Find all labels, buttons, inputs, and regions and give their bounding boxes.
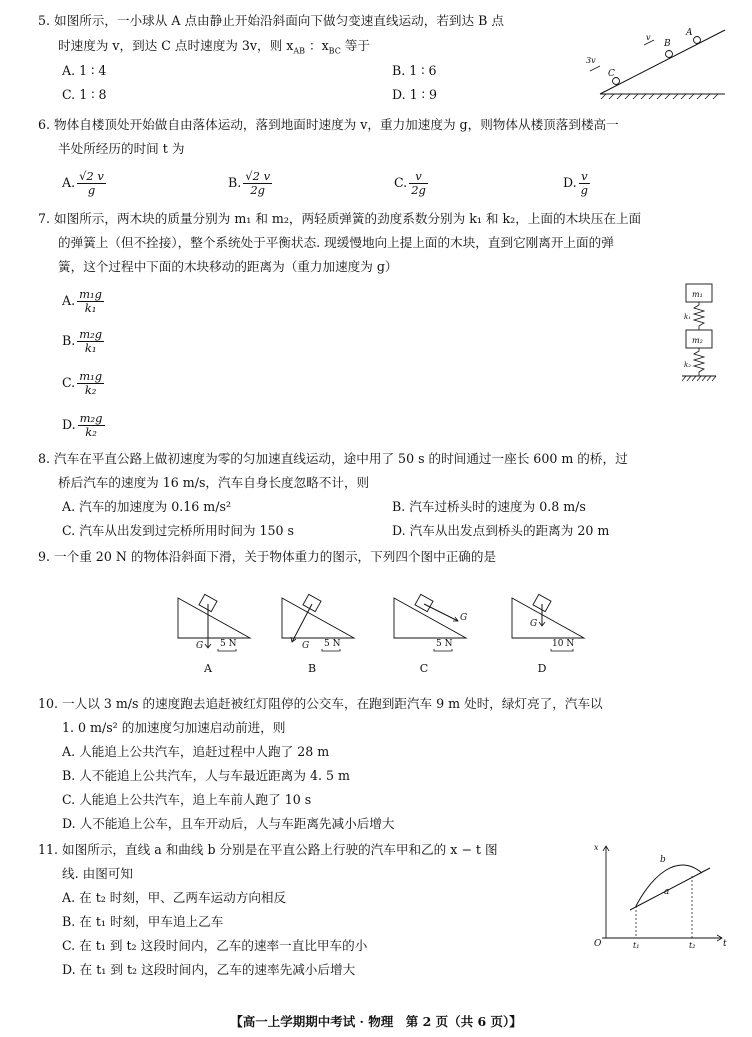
ball-a — [694, 37, 701, 44]
q5-line2: 时速度为 v，到达 C 点时速度为 3v，则 $x_{AB}$ ：$x_{BC}$ 等于 — [58, 38, 371, 56]
q11-option-a: A. 在 t₂ 时刻，甲、乙两车运动方向相反 — [62, 890, 287, 905]
svg-text:O: O — [594, 939, 602, 949]
q6-option-c: C. $\frac{v}{2g}$ — [394, 169, 426, 197]
ball-b — [666, 51, 673, 58]
page-footer: 【高一上学期期中考试 · 物理 第 2 页（共 6 页）】 — [230, 1014, 522, 1029]
q5-line1: 5. 如图所示，一小球从 A 点由静止开始沿斜面向下做匀变速直线运动，若到达 B 点 — [38, 13, 504, 28]
q8-option-a: A. 汽车的加速度为 0.16 m/s² — [62, 499, 232, 514]
svg-text:D: D — [537, 662, 547, 675]
q10-option-b: B. 人不能追上公共汽车，人与车最近距离为 4. 5 m — [62, 768, 350, 783]
q8-option-b: B. 汽车过桥头时的速度为 0.8 m/s — [392, 499, 586, 514]
line-a — [630, 868, 710, 910]
label-b: B — [664, 39, 671, 49]
q6-option-d: D. $\frac{v}{g}$ — [563, 169, 589, 197]
q7-option-b: B. $\frac{\text{m₂g}}{\text{k₁}}$ — [62, 327, 103, 355]
svg-text:t₁: t₁ — [633, 941, 640, 950]
q5-option-b: B. 1 ∶ 6 — [392, 63, 437, 78]
q11-line1: 11. 如图所示，直线 a 和曲线 b 分别是在平直公路上行驶的汽车甲和乙的 x − t 图 — [38, 842, 498, 857]
svg-text:b: b — [660, 855, 666, 865]
q10-option-c: C. 人能追上公共汽车，追上车前人跑了 10 s — [62, 792, 312, 807]
svg-text:a: a — [664, 887, 670, 897]
q11-option-d: D. 在 t₁ 到 t₂ 这段时间内，乙车的速率先减小后增大 — [62, 962, 356, 977]
q9-figure-d — [512, 594, 584, 675]
q5-option-a: A. 1 ∶ 4 — [62, 63, 107, 78]
svg-text:m₂: m₂ — [692, 336, 703, 345]
q11-option-c: C. 在 t₁ 到 t₂ 这段时间内，乙车的速率一直比甲车的小 — [62, 938, 368, 953]
q10-option-a: A. 人能追上公共汽车，追赶过程中人跑了 28 m — [62, 744, 330, 759]
q9-figures — [170, 590, 590, 680]
svg-text:x: x — [594, 843, 599, 852]
q8-option-c: C. 汽车从出发到过完桥所用时间为 150 s — [62, 523, 295, 538]
svg-text:G: G — [196, 641, 204, 651]
svg-text:k₂: k₂ — [684, 361, 692, 369]
q7-spring-figure — [680, 282, 720, 392]
q5-option-d: D. 1 ∶ 9 — [392, 87, 437, 102]
svg-text:B: B — [307, 662, 317, 675]
q11-xt-graph — [592, 840, 732, 950]
svg-text:C: C — [419, 662, 429, 675]
q6-option-b: B. $\frac{√2 v}{2g}$ — [228, 169, 271, 197]
q10-line2: 1. 0 m/s² 的加速度匀加速启动前进，则 — [62, 720, 286, 735]
q9-line1: 9. 一个重 20 N 的物体沿斜面下滑，关于物体重力的图示，下列四个图中正确的是 — [38, 549, 497, 564]
svg-text:G: G — [530, 619, 538, 629]
label-3v: 3v — [586, 56, 596, 65]
svg-text:A: A — [204, 662, 212, 675]
q8-option-d: D. 汽车从出发点到桥头的距离为 20 m — [392, 523, 610, 538]
svg-text:5 N: 5 N — [220, 639, 237, 649]
q6-option-a: A. $\frac{√2 v}{g}$ — [62, 169, 104, 197]
q5-incline-figure — [580, 18, 730, 103]
svg-text:t₂: t₂ — [689, 941, 696, 950]
label-a: A — [686, 28, 693, 38]
q8-line2: 桥后汽车的速度为 16 m/s，汽车自身长度忽略不计，则 — [58, 475, 370, 490]
q9-figure-c — [394, 594, 467, 675]
q7-line1: 7. 如图所示，两木块的质量分别为 m₁ 和 m₂，两轻质弹簧的劲度系数分别为 k₁ 和 k₂，上面的木块压在上面 — [38, 211, 642, 226]
q10-line1: 10. 一人以 3 m/s 的速度跑去追赶被红灯阻停的公交车，在跑到距汽车 9 m 处时，绿灯亮了，汽车以 — [38, 696, 603, 711]
q10-option-d: D. 人不能追上公车，且车开动后，人与车距离先减小后增大 — [62, 816, 395, 831]
label-c: C — [608, 69, 615, 79]
svg-text:5 N: 5 N — [324, 639, 341, 649]
svg-text:m₁: m₁ — [692, 290, 703, 299]
svg-text:10 N: 10 N — [552, 639, 575, 649]
q11-option-b: B. 在 t₁ 时刻，甲车追上乙车 — [62, 914, 224, 929]
q7-line2: 的弹簧上（但不拴接），整个系统处于平衡状态. 现缓慢地向上提上面的木块，直到它刚离开上面的弹 — [58, 235, 614, 250]
svg-text:G: G — [302, 641, 310, 651]
q9-figure-a — [178, 594, 250, 675]
q11-line2: 线. 由图可知 — [62, 866, 133, 881]
svg-text:k₁: k₁ — [684, 313, 692, 321]
q8-line1: 8. 汽车在平直公路上做初速度为零的匀加速直线运动，途中用了 50 s 的时间通过一座长 600 m 的桥，过 — [38, 451, 628, 466]
svg-text:t: t — [723, 939, 727, 949]
q6-line1: 6. 物体自楼顶处开始做自由落体运动，落到地面时速度为 v，重力加速度为 g，则物体从楼顶落到楼高一 — [38, 117, 619, 132]
svg-text:5 N: 5 N — [436, 639, 453, 649]
spring-k2 — [694, 348, 704, 376]
spring-k1 — [694, 302, 704, 330]
label-v: v — [646, 33, 651, 42]
q5-option-c: C. 1 ∶ 8 — [62, 87, 107, 102]
q9-figure-b — [282, 594, 354, 675]
q7-line3: 簧，这个过程中下面的木块移动的距离为（重力加速度为 g） — [58, 259, 398, 274]
q7-option-a: A. $\frac{\text{m₁g}}{\text{k₁}}$ — [62, 287, 102, 315]
q7-option-c: C. $\frac{\text{m₁g}}{\text{k₂}}$ — [62, 369, 103, 397]
svg-text:G: G — [460, 613, 468, 623]
q6-line2: 半处所经历的时间 t 为 — [58, 141, 185, 156]
q7-option-d: D. $\frac{\text{m₂g}}{\text{k₂}}$ — [62, 411, 103, 439]
